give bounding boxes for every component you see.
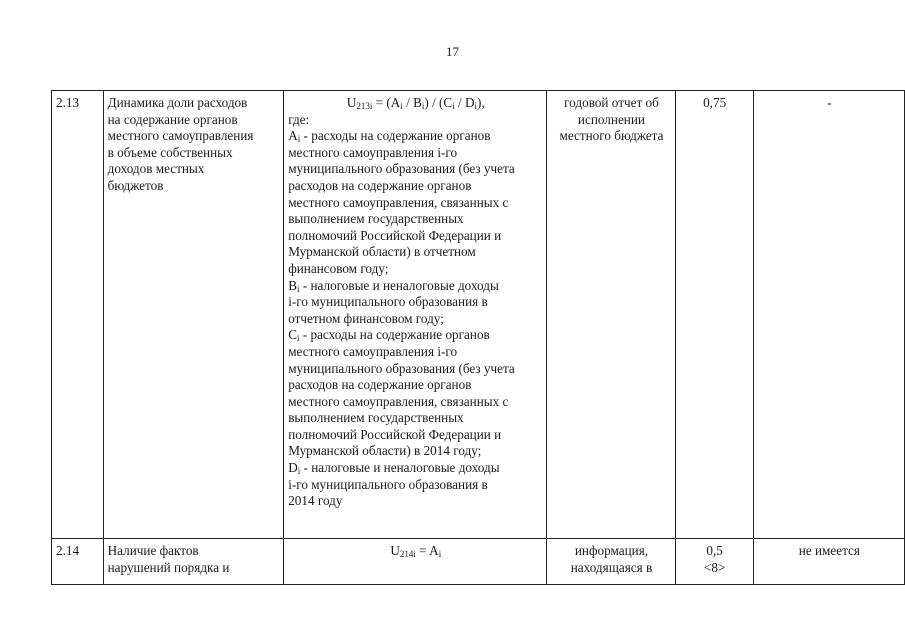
formula-cell (284, 91, 547, 539)
row-number: 2.14 (52, 539, 104, 585)
weight-coefficient: 0,75 (675, 91, 753, 539)
table-row (52, 539, 905, 585)
row-number: 2.13 (52, 91, 104, 539)
indicator-name: Динамика доли расходов на содержание органов местного самоуправления в объеме собственных доходов местных бюджетов (103, 91, 284, 539)
formula-cell (284, 539, 547, 585)
definition-c: $C_i$ - расходы на содержание органов местного самоуправления i-го муниципального образования (без учета расходов на содержание органов местного самоуправления, связанных с выполнением государственных полномочий Российской Федерации и Мурманской области) в 2014 году; (288, 327, 515, 459)
target-value: не имеется (753, 539, 904, 585)
weight-coefficient: 0,5 <8> (675, 539, 753, 585)
definition-d: $D_i$ - налоговые и неналоговые доходы i-го муниципального образования в 2014 году (288, 460, 500, 509)
page-number: 17 (446, 44, 459, 59)
formula: $U_{213i} = (A_i / B_i) / (C_i / D_i)$, (346, 95, 485, 111)
definition-b: $B_i$ - налоговые и неналоговые доходы i-го муниципального образования в отчетном финансовом году; (288, 277, 499, 326)
data-source: информация, находящаяся в (547, 539, 675, 585)
formula-where: где: (288, 111, 310, 127)
formula: $U_{214i} = A_i$ (390, 543, 442, 559)
indicator-name: Наличие фактов нарушений порядка и (103, 539, 284, 585)
definition-a: $A_i$ - расходы на содержание органов местного самоуправления i-го муниципального образования (без учета расходов на содержание органов местного самоуправления, связанных с выполнением государственных полномочий Российской Федерации и Мурманской области) в отчетном финансовом году; (288, 128, 515, 276)
indicators-table (51, 90, 905, 585)
data-source: годовой отчет об исполнении местного бюджета (547, 91, 675, 539)
target-value: - (753, 91, 904, 539)
table-row (52, 91, 905, 539)
